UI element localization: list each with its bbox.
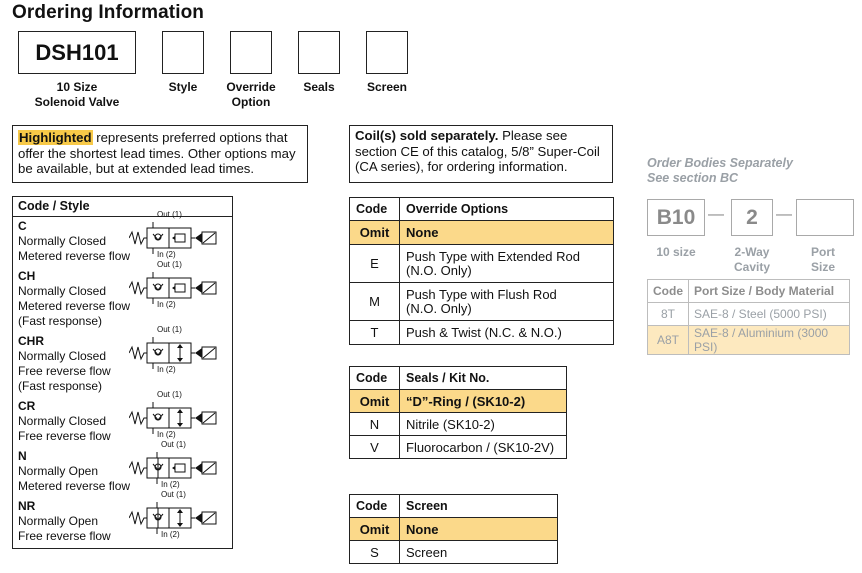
style-entry <box>18 399 111 444</box>
table-row <box>648 326 850 355</box>
style-line1: Normally Open <box>18 514 99 528</box>
table-row <box>648 303 850 326</box>
model-code-label-line1: 10 Size <box>56 80 98 94</box>
port-table-header <box>648 280 850 303</box>
style-box <box>162 31 204 74</box>
table-row <box>350 245 614 283</box>
style-line2: Metered reverse flow <box>18 479 131 493</box>
style-code: CHR <box>18 334 44 348</box>
body-cavity-label <box>721 245 783 275</box>
body-cavity-label-line2: Cavity <box>733 260 771 274</box>
coil-note-text: Please see section CE of this catalog, 5/8” Super-Coil (CA series), for ordering information. <box>355 128 600 174</box>
table-row <box>350 283 614 321</box>
port-out-label: Out (1) <box>161 490 186 499</box>
override-table-header <box>350 198 614 221</box>
screen-box-label <box>356 80 418 95</box>
highlight-word: Highlighted <box>19 130 92 145</box>
style-line1: Normally Closed <box>18 234 107 248</box>
body-dash-1: — <box>708 206 724 223</box>
highlight-note-text: represents preferred options that offer the shortest lead times. Other options may be available, but at extended lead times. <box>18 130 296 176</box>
override-code-cell: Omit <box>350 221 400 245</box>
port-out-label: Out (1) <box>157 390 182 399</box>
body-size-label <box>647 245 705 260</box>
port-header-desc: Port Size / Body Material <box>689 280 850 303</box>
screen-desc-cell: Screen <box>400 541 558 564</box>
style-code: CH <box>18 269 36 283</box>
override-box-label <box>218 80 284 110</box>
seals-code-cell: V <box>350 436 400 459</box>
port-in-label: In (2) <box>157 365 176 374</box>
override-desc-cell <box>400 245 614 283</box>
seals-table <box>349 366 567 459</box>
port-size-table <box>647 279 850 355</box>
port-code-cell: A8T <box>648 326 689 355</box>
code-style-table <box>12 196 233 549</box>
table-row <box>350 390 567 413</box>
valve-symbol-icon <box>129 260 224 311</box>
seals-code-cell: Omit <box>350 390 400 413</box>
valve-symbol-icon <box>129 490 224 541</box>
override-header-desc: Override Options <box>400 198 614 221</box>
port-out-label: Out (1) <box>161 440 186 449</box>
body-size-box: B10 <box>647 199 705 236</box>
override-desc-line1: Push Type with Flush Rod <box>406 286 557 302</box>
order-bodies-note-line2: See section BC <box>647 171 739 185</box>
override-box-label-line1: Override <box>226 80 276 94</box>
highlight-note <box>12 125 308 183</box>
style-code: NR <box>18 499 36 513</box>
screen-box-label-line1: Screen <box>366 80 408 94</box>
seals-box-label-line1: Seals <box>303 80 335 94</box>
body-port-label-line2: Size <box>810 260 835 274</box>
body-dash-2: — <box>776 206 792 223</box>
style-code: C <box>18 219 27 233</box>
style-entry <box>18 334 111 394</box>
body-port-label-line1: Port <box>811 245 835 259</box>
port-out-label: Out (1) <box>157 260 182 269</box>
seals-table-header <box>350 367 567 390</box>
seals-box <box>298 31 340 74</box>
style-line2: Free reverse flow <box>18 529 111 543</box>
seals-header-desc: Seals / Kit No. <box>400 367 567 390</box>
valve-symbol-icon <box>129 325 224 376</box>
body-cavity-label-line1: 2-Way <box>734 245 770 259</box>
order-bodies-note-line1: Order Bodies Separately <box>647 156 793 170</box>
body-port-label <box>796 245 850 275</box>
screen-header-desc: Screen <box>400 495 558 518</box>
screen-box <box>366 31 408 74</box>
seals-header-code: Code <box>350 367 400 390</box>
valve-symbol-icon <box>129 440 224 491</box>
override-desc-line1: Push Type with Extended Rod <box>406 248 580 264</box>
table-row <box>350 413 567 436</box>
port-in-label: In (2) <box>161 530 180 539</box>
port-in-label: In (2) <box>157 430 176 439</box>
screen-header-code: Code <box>350 495 400 518</box>
style-code: N <box>18 449 27 463</box>
order-bodies-note <box>647 156 793 186</box>
style-code: CR <box>18 399 36 413</box>
model-code-label-line2: Solenoid Valve <box>34 95 120 109</box>
override-code-cell: E <box>350 245 400 283</box>
body-cavity-box: 2 <box>731 199 773 236</box>
table-row <box>350 321 614 345</box>
body-port-box <box>796 199 854 236</box>
screen-code-cell: S <box>350 541 400 564</box>
table-row <box>350 518 558 541</box>
seals-desc-cell: Nitrile (SK10-2) <box>400 413 567 436</box>
style-line2: Free reverse flow <box>18 364 111 378</box>
port-in-label: In (2) <box>157 250 176 259</box>
page-title: Ordering Information <box>12 2 204 23</box>
override-code-cell: M <box>350 283 400 321</box>
port-desc-cell: SAE-8 / Steel (5000 PSI) <box>689 303 850 326</box>
seals-box-label <box>288 80 350 95</box>
style-entry <box>18 219 130 264</box>
style-box-label-line1: Style <box>168 80 198 94</box>
style-line2: Free reverse flow <box>18 429 111 443</box>
table-row <box>350 221 614 245</box>
port-out-label: Out (1) <box>157 325 182 334</box>
style-entry <box>18 269 130 329</box>
style-line2: Metered reverse flow <box>18 249 131 263</box>
override-code-cell: T <box>350 321 400 345</box>
seals-code-cell: N <box>350 413 400 436</box>
override-desc-cell: Push & Twist (N.C. & N.O.) <box>400 321 614 345</box>
override-box-label-line2: Option <box>231 95 271 109</box>
style-line1: Normally Closed <box>18 284 107 298</box>
port-code-cell: 8T <box>648 303 689 326</box>
port-out-label: Out (1) <box>157 210 182 219</box>
override-desc-line2: (N.O. Only) <box>406 262 472 278</box>
override-desc-line2: (N.O. Only) <box>406 300 472 316</box>
screen-table-header <box>350 495 558 518</box>
port-in-label: In (2) <box>157 300 176 309</box>
body-size-label-line1: 10 size <box>656 245 696 259</box>
style-line2: Metered reverse flow <box>18 299 131 313</box>
valve-symbol-icon <box>129 210 224 261</box>
port-in-label: In (2) <box>161 480 180 489</box>
port-header-code: Code <box>648 280 689 303</box>
override-table <box>349 197 614 345</box>
model-code-box: DSH101 <box>18 31 136 74</box>
style-box-label <box>152 80 214 95</box>
override-box <box>230 31 272 74</box>
style-entry <box>18 449 130 494</box>
screen-code-cell: Omit <box>350 518 400 541</box>
model-code-label <box>18 80 136 110</box>
coil-note-bold: Coil(s) sold separately. <box>355 128 499 143</box>
screen-desc-cell: None <box>400 518 558 541</box>
override-desc-cell: None <box>400 221 614 245</box>
override-header-code: Code <box>350 198 400 221</box>
style-line1: Normally Open <box>18 464 99 478</box>
code-style-header: Code / Style <box>13 197 232 217</box>
style-line1: Normally Closed <box>18 414 107 428</box>
seals-desc-cell: Fluorocarbon / (SK10-2V) <box>400 436 567 459</box>
screen-table <box>349 494 558 564</box>
coil-note <box>349 125 613 183</box>
seals-desc-cell: “D”-Ring / (SK10-2) <box>400 390 567 413</box>
table-row <box>350 436 567 459</box>
style-line3: (Fast response) <box>18 379 103 393</box>
port-desc-cell: SAE-8 / Aluminium (3000 PSI) <box>689 326 850 355</box>
style-line3: (Fast response) <box>18 314 103 328</box>
table-row <box>350 541 558 564</box>
valve-symbol-icon <box>129 390 224 441</box>
style-line1: Normally Closed <box>18 349 107 363</box>
override-desc-cell <box>400 283 614 321</box>
style-entry <box>18 499 111 544</box>
